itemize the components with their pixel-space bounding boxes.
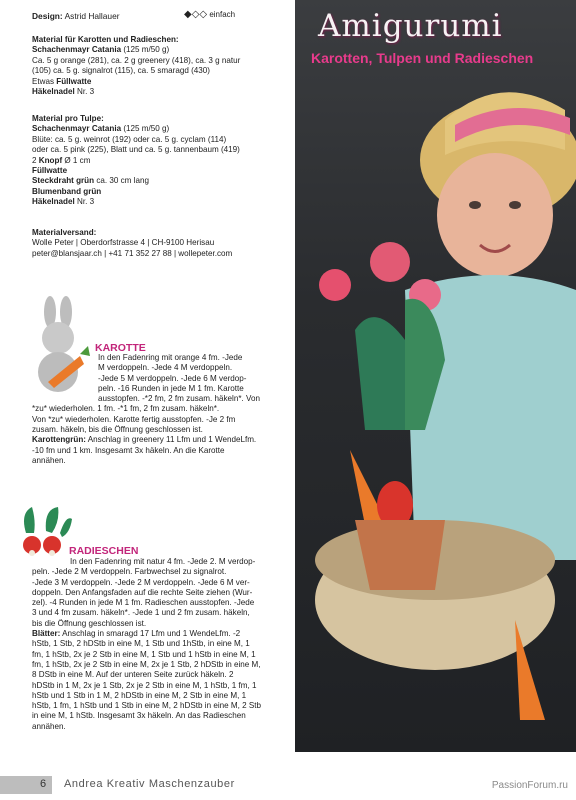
- page-number: 6: [40, 778, 47, 790]
- material-line: Blüte: ca. 5 g. weinrot (192) oder ca. 5 g. cyclam (114): [32, 134, 227, 144]
- shipping-heading: Materialversand:: [32, 228, 97, 237]
- product-photo: [295, 0, 576, 752]
- karotte-heading: KAROTTE: [95, 342, 146, 354]
- designer-name: Astrid Hallauer: [64, 11, 120, 21]
- difficulty-label: einfach: [209, 10, 236, 19]
- hook-value: Nr. 3: [77, 197, 95, 207]
- instruction-line: fm, 1 hStb, 2x je 2 Stb in eine M, 2x je 1 Stb, 2 hDStb in eine M,: [32, 659, 261, 669]
- radieschen-instructions: [32, 557, 280, 732]
- instruction-line: Anschlag in greenery 11 Lfm und 1 WendeLfm.: [87, 435, 257, 445]
- magazine-name: Andrea Kreativ Maschenzauber: [64, 778, 235, 790]
- instruction-line: peln. -16 Runden in jede M 1 fm. Karotte: [98, 383, 244, 393]
- yarn-brand: Schachenmayr Catania: [32, 124, 122, 134]
- instruction-line: hStb, 1 Stb, 2 hDStb in eine M, 1 Stb und 1hStb, in eine M, 1: [32, 639, 250, 649]
- shipping-address: Wolle Peter | Oberdorfstrasse 4 | CH-9100 Herisau: [32, 238, 215, 248]
- radieschen-heading: RADIESCHEN: [69, 545, 139, 557]
- instruction-line: annähen.: [32, 455, 66, 465]
- instruction-line: bis die Öffnung geschlossen ist.: [32, 618, 147, 628]
- materials-carrot-radish: [32, 35, 270, 97]
- wire-length: ca. 30 cm lang: [96, 176, 149, 186]
- materials-heading: Material für Karotten und Radieschen:: [32, 35, 179, 44]
- page-subtitle: Karotten, Tulpen und Radieschen: [311, 50, 534, 66]
- karottengruen-label: Karottengrün:: [32, 435, 86, 445]
- karotte-instructions: [32, 353, 280, 466]
- difficulty-diamond-icon: ◆◇◇: [184, 9, 208, 20]
- instruction-line: ausstopfen. -*2 fm, 2 fm zusam. häkeln*. Von: [98, 394, 260, 404]
- instruction-line: in eine M, 1 hStb. Insgesamt 3x häkeln. An das Radieschen: [32, 711, 246, 721]
- instruction-line: fm, 1 hStb, 2x je 2 Stb in eine M, 1 Stb und 1 hStb in eine M, 1: [32, 649, 256, 659]
- page-title: Amigurumi: [318, 8, 503, 44]
- materials-tulip: [32, 114, 270, 208]
- instruction-line: -Jede 3 M verdoppeln. -Jede 2 M verdoppeln. -Jede 6 M ver-: [32, 577, 250, 587]
- radish-illustration: [16, 503, 74, 563]
- instruction-line: annähen.: [32, 721, 66, 731]
- hook-label: Häkelnadel: [32, 87, 75, 97]
- instruction-line: hStb, 1 fm, 1 hStb und 1 Stb in eine M, 2 hDStb in eine M, 2 Stb: [32, 701, 262, 711]
- materials-heading: Material pro Tulpe:: [32, 114, 104, 123]
- design-label: Design:: [32, 11, 63, 21]
- instruction-line: zusam. häkeln, bis die Öffnung geschlossen ist.: [32, 425, 203, 435]
- instruction-line: M verdoppeln. -Jede 4 M verdoppeln.: [98, 363, 233, 373]
- ribbon: Blumenband grün: [32, 186, 102, 196]
- difficulty-indicator: [184, 9, 235, 20]
- instruction-line: *zu* wiederholen. 1 fm. -*1 fm, 2 fm zusam. häkeln*.: [32, 404, 220, 414]
- instruction-line: Von *zu* wiederholen. Karotte fertig ausstopfen. -Je 2 fm: [32, 414, 236, 424]
- extra-prefix: Etwas: [32, 76, 55, 86]
- shipping-contact: peter@blansjaar.ch | +41 71 352 27 88 | wollepeter.com: [32, 248, 233, 258]
- yarn-detail: (125 m/50 g): [123, 45, 170, 55]
- instruction-line: hStb und 1 Stb in 1 M, 2 hDStb in eine M, 2 Stb in eine M, 1: [32, 690, 247, 700]
- instruction-line: 3 und 4 fm zusam. häkeln*. -Jede 1 und 2 fm zusam. häkeln,: [32, 608, 250, 618]
- instruction-line: -Jede 5 M verdoppeln. -Jede 6 M verdop-: [98, 373, 247, 383]
- instruction-line: In den Fadenring mit natur 4 fm. -Jede 2. M verdop-: [70, 557, 256, 566]
- photo-illustration: [295, 0, 576, 752]
- instruction-line: doppeln. Den Anfangsfaden auf die rechte Seite ziehen (Wur-: [32, 587, 253, 597]
- instruction-line: -10 fm und 1 km. Insgesamt 3x häkeln. An die Karotte: [32, 445, 225, 455]
- instruction-line: 8 DStb in eine M. Auf der unteren Seite zurück häkeln. 2: [32, 670, 234, 680]
- material-line: (105) ca. 5 g. signalrot (115), ca. 5 smaragd (430): [32, 66, 210, 76]
- material-shipping: [32, 228, 270, 259]
- button-count: 2: [32, 155, 37, 165]
- stuffing: Füllwatte: [32, 166, 68, 176]
- button-size: Ø 1 cm: [64, 155, 91, 165]
- material-line: oder ca. 5 pink (225), Blatt und ca. 5 g. tannenbaum (419): [32, 145, 240, 155]
- hook-label: Häkelnadel: [32, 197, 75, 207]
- blaetter-label: Blätter:: [32, 629, 61, 639]
- yarn-brand: Schachenmayr Catania: [32, 45, 122, 55]
- instruction-line: hDStb in 1 M, 2x je 1 Stb, 2x je 2 Stb in eine M, 1 hStb, 1 fm, 1: [32, 680, 257, 690]
- instruction-line: In den Fadenring mit orange 4 fm. -Jede: [98, 353, 243, 362]
- instruction-line: Anschlag in smaragd 17 Lfm und 1 WendeLfm. -2: [62, 629, 241, 639]
- instruction-line: peln. -Jede 2 M verdoppeln. Farbwechsel zu signalrot.: [32, 567, 227, 577]
- yarn-detail: (125 m/50 g): [123, 124, 170, 134]
- instruction-line: zel). -4 Runden in jede M 1 fm. Radieschen ausstopfen. -Jede: [32, 598, 255, 608]
- watermark: PassionForum.ru: [491, 780, 568, 791]
- material-line: Ca. 5 g orange (281), ca. 2 g greenery (418), ca. 3 g natur: [32, 55, 241, 65]
- stuffing: Füllwatte: [56, 76, 92, 86]
- button-label: Knopf: [38, 155, 63, 165]
- hook-value: Nr. 3: [77, 87, 95, 97]
- wire-label: Steckdraht grün: [32, 176, 95, 186]
